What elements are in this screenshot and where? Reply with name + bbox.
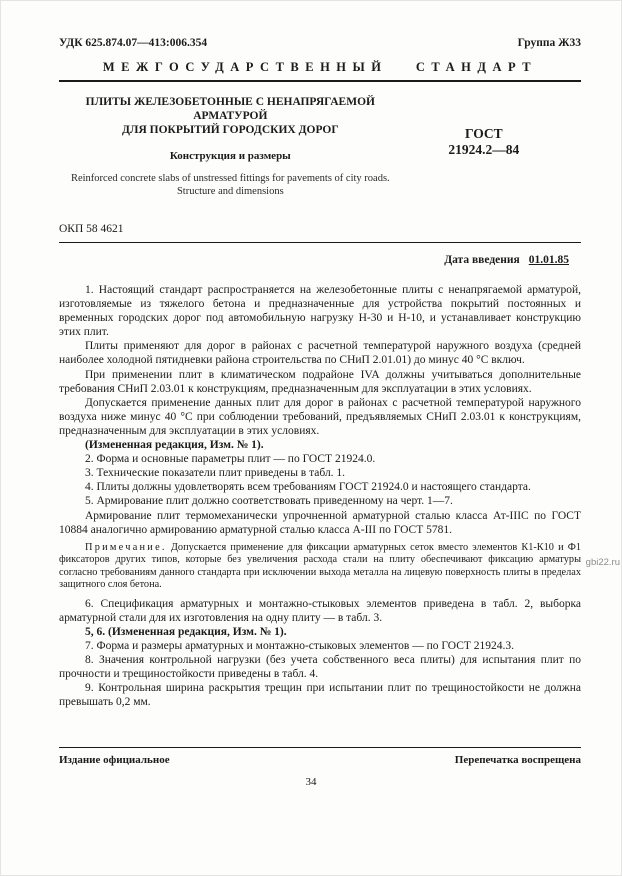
header-rule — [59, 80, 581, 82]
document-title-english-line2: Structure and dimensions — [176, 186, 284, 197]
amendment-note: (Измененная редакция, Изм. № 1). — [85, 439, 264, 452]
classification-row — [59, 37, 581, 49]
body-paragraph: Допускается применение данных плит для дорог в районах с расчетной температурой наружного воздуха ниже минус 40 °С при соблюдении требований, предъявляемых СНиП 2.03.01 к конструкциям, предназначенным для эксплуатации в этих условиях. — [59, 396, 581, 437]
gost-number: 21924.2—84 — [448, 142, 520, 157]
watermark-site-label: gbi22.ru — [585, 557, 620, 568]
body-paragraph: 7. Форма и размеры арматурных и монтажно-стыковых элементов — по ГОСТ 21924.3. — [85, 639, 515, 652]
document-title-line1: ПЛИТЫ ЖЕЛЕЗОБЕТОННЫЕ С НЕНАПРЯГАЕМОЙ АРМАТУРОЙ — [85, 96, 375, 122]
document-title-english — [59, 172, 402, 198]
document-title-english-line1: Reinforced concrete slabs of unstressed fittings for pavements of city roads. — [70, 173, 390, 184]
standard-kind-heading: МЕЖГОСУДАРСТВЕННЫЙ СТАНДАРТ — [102, 60, 538, 74]
document-body — [59, 283, 581, 709]
body-paragraph: Армирование плит термомеханически упрочненной арматурной сталью класса Ат-IIIС по ГОСТ 10884 аналогично армированию арматурной сталью класса А-III по ГОСТ 5781. — [59, 509, 581, 536]
okp-rule — [59, 242, 581, 243]
date-introduced — [59, 254, 581, 266]
footnote-text: Допускается применение для фиксации арматурных сеток вместо элементов К1-К10 и Ф1 фиксаторов других типов, которые без увеличения расхода стали на плиту обеспечивают фиксацию арматуры согласно требованиям данного стандарта при исключении выхода металла на лицевую поверхность плиты в пределах защитного слоя бетона. — [59, 541, 581, 591]
okp-code: ОКП 58 4621 — [59, 223, 124, 235]
udk-code: УДК 625.874.07—413:006.354 — [59, 37, 208, 49]
body-paragraph: 6. Спецификация арматурных и монтажно-стыковых элементов приведена в табл. 2, выборка арматурной стали для их изготовления на одну плиту — в табл. 3. — [59, 597, 581, 624]
body-paragraph: 9. Контрольная ширина раскрытия трещин при испытании плит по трещиностойкости не должна превышать 0,2 мм. — [59, 682, 581, 709]
body-paragraph: 2. Форма и основные параметры плит — по ГОСТ 21924.0. — [85, 453, 376, 466]
footnote-lead: Примечание. — [85, 541, 167, 553]
footer — [59, 754, 581, 766]
group-code: Группа Ж33 — [517, 37, 581, 49]
document-subtitle: Конструкция и размеры — [169, 150, 291, 162]
page-number: 34 — [305, 776, 317, 788]
amendment-note: 5, 6. (Измененная редакция, Изм. № 1). — [85, 625, 287, 638]
body-paragraph: 4. Плиты должны удовлетворять всем требованиям ГОСТ 21924.0 и настоящего стандарта. — [85, 481, 531, 494]
title-area — [59, 95, 581, 198]
reprint-prohibited-label: Перепечатка воспрещена — [454, 754, 581, 766]
official-edition-label: Издание официальное — [59, 754, 170, 766]
body-paragraph: 8. Значения контрольной нагрузки (без учета собственного веса плиты) для испытания плит по прочности и трещиностойкости приведены в табл. 4. — [59, 654, 581, 681]
footnote — [59, 542, 581, 592]
body-paragraph: 5. Армирование плит должно соответствовать приведенному на черт. 1—7. — [85, 495, 453, 508]
body-paragraph: 3. Технические показатели плит приведены в табл. 1. — [85, 467, 346, 480]
gost-label: ГОСТ — [464, 126, 503, 141]
date-introduced-value: 01.01.85 — [528, 254, 569, 266]
body-paragraph: При применении плит в климатическом подрайоне IVA должны учитываться дополнительные требования СНиП 2.03.01 к конструкциям, предназначенным для эксплуатации в этих условиях. — [59, 368, 581, 395]
document-title — [59, 95, 402, 137]
gost-code-block — [402, 95, 566, 198]
footer-rule — [59, 747, 581, 748]
date-introduced-label: Дата введения — [444, 254, 520, 266]
document-title-line2: ДЛЯ ПОКРЫТИЙ ГОРОДСКИХ ДОРОГ — [121, 124, 339, 136]
body-paragraph: Плиты применяют для дорог в районах с расчетной температурой наружного воздуха (средней наиболее холодной пятидневки района строительства по СНиП 2.01.01) до минус 40 °С включ. — [59, 340, 581, 367]
body-paragraph: 1. Настоящий стандарт распространяется на железобетонные плиты с ненапрягаемой арматурой, изготовляемые из тяжелого бетона и предназначенные для устройства покрытий постоянных и временных городских дорог под автомобильную нагрузку Н-30 и Н-10, и устанавливает конструкцию этих плит. — [59, 284, 581, 339]
